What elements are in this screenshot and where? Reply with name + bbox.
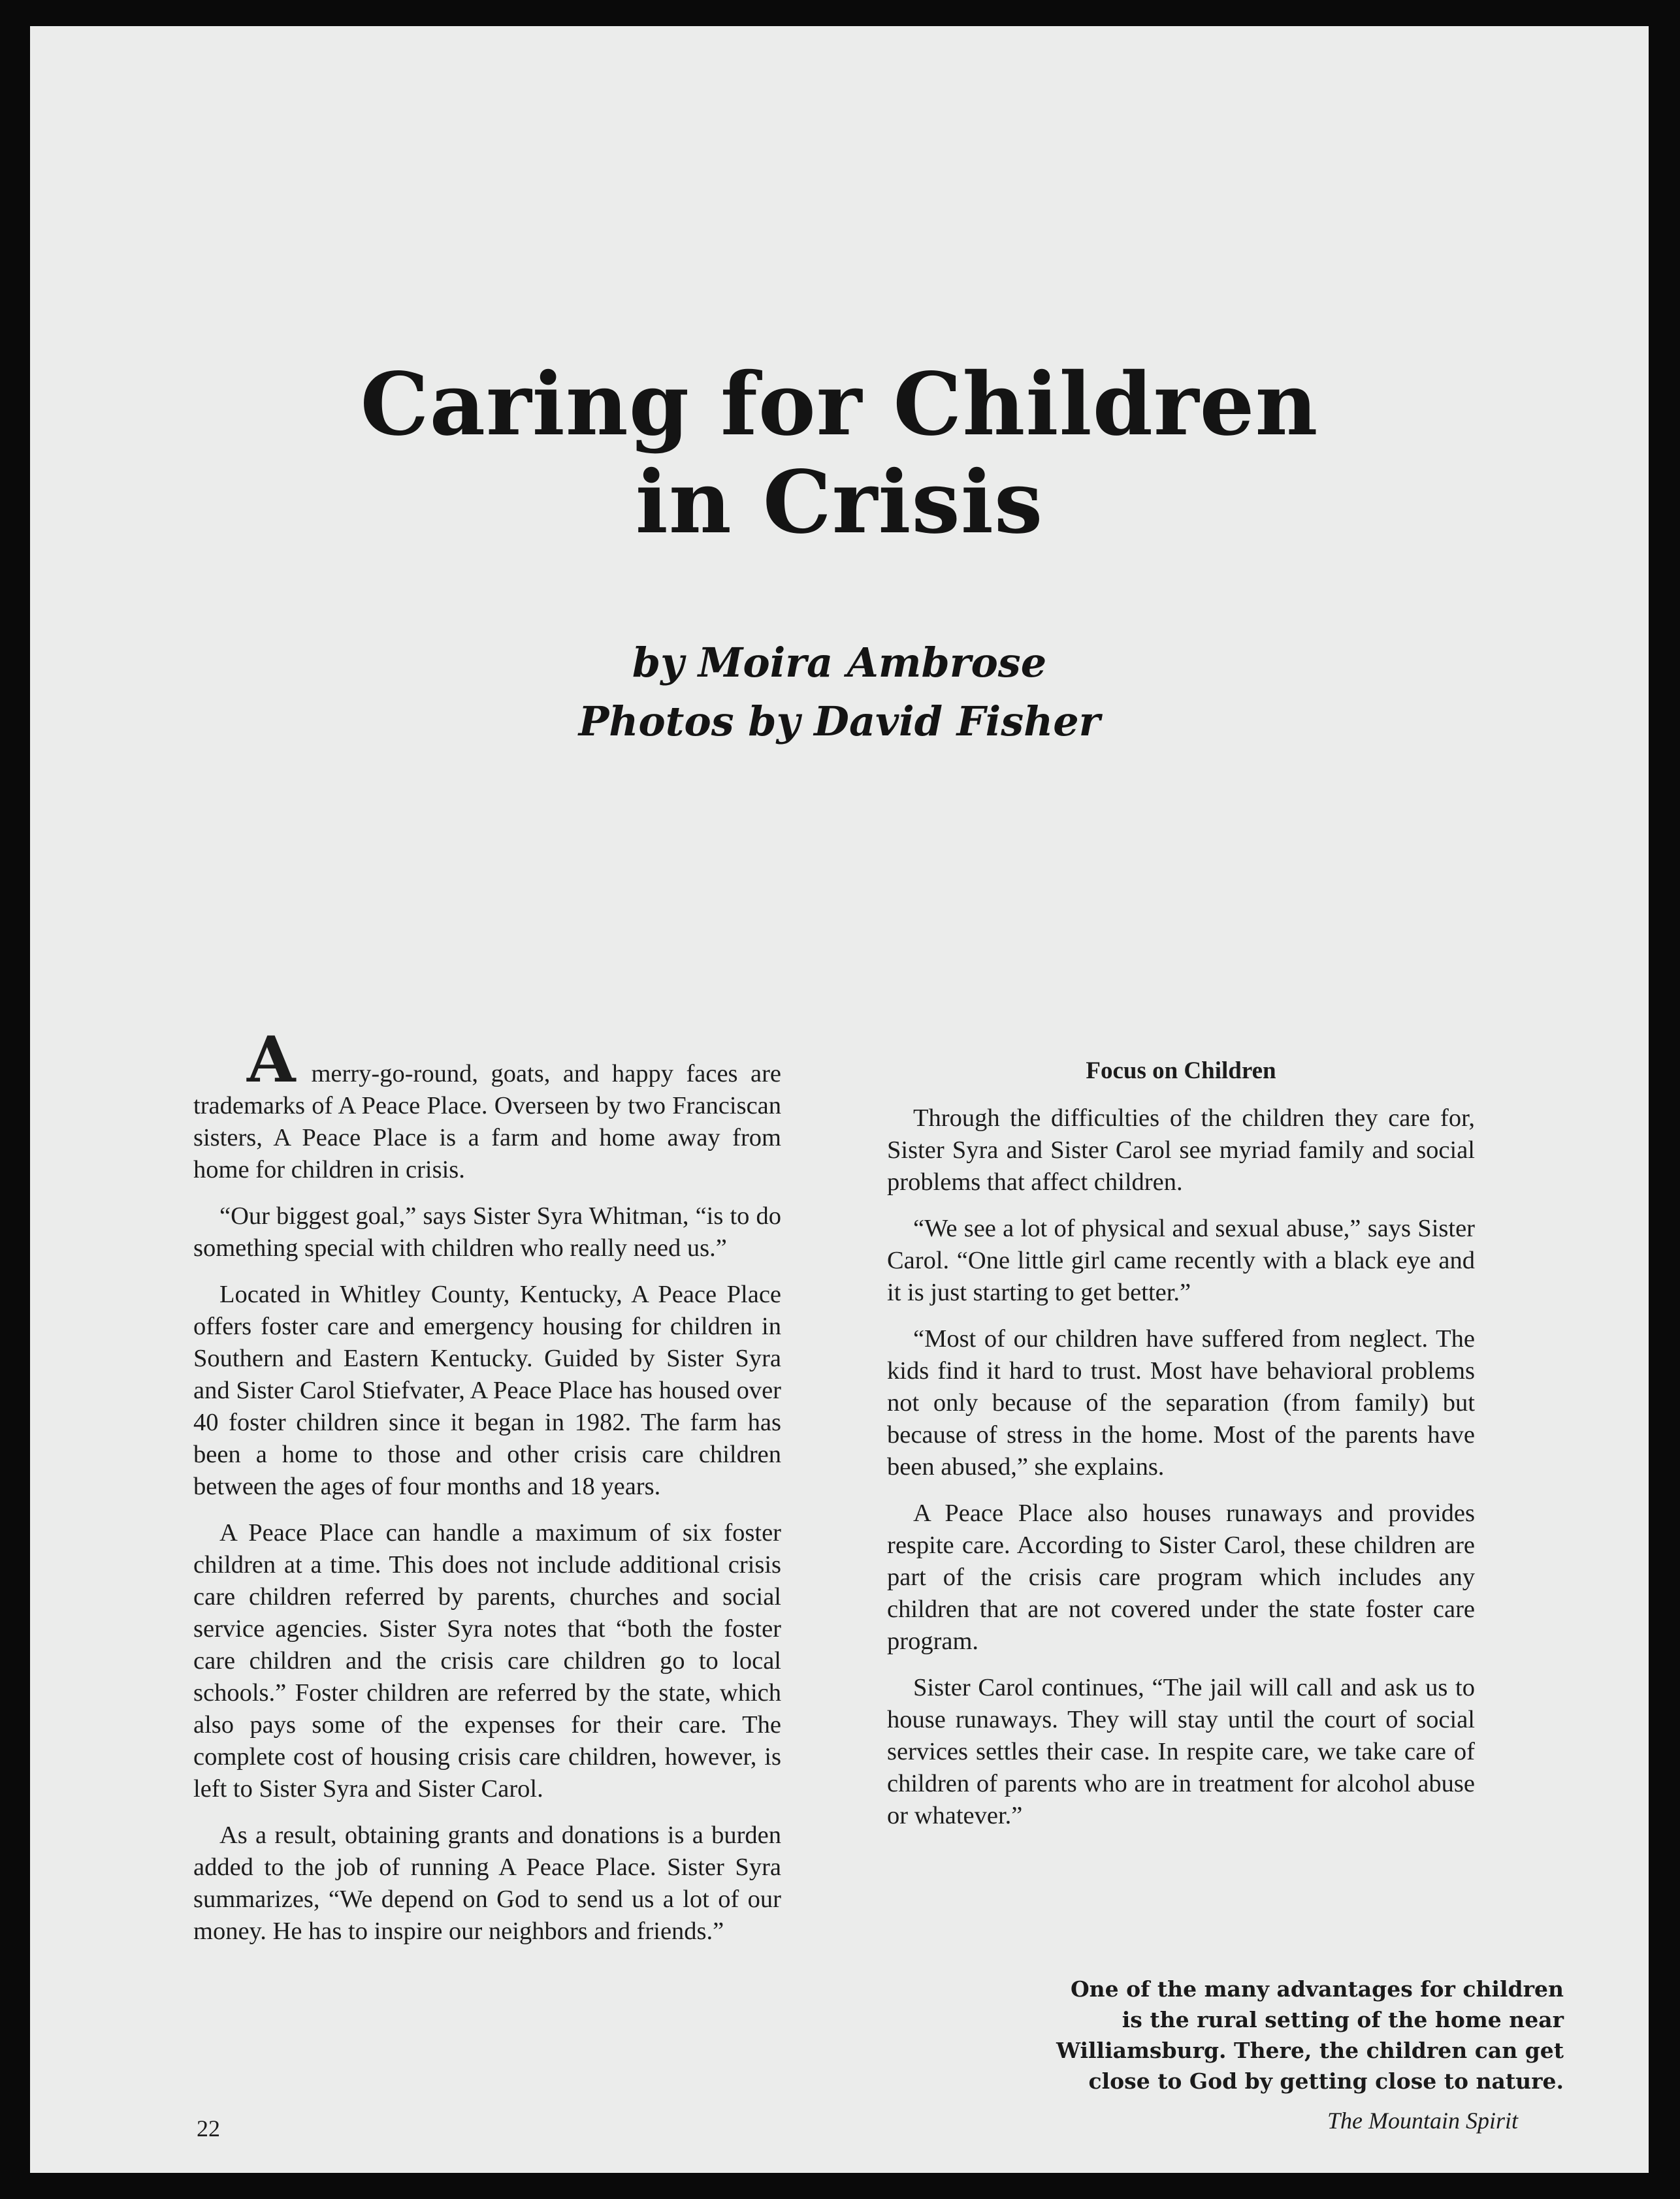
paragraph: Through the difficulties of the children they care for, Sister Syra and Sister Carol see myriad family and social problems that affect children. (887, 1104, 1475, 1196)
caption-line: Williamsburg. There, the children can get (1056, 2038, 1564, 2063)
right-column (887, 1055, 1475, 1846)
title-line-1: Caring for Children (360, 354, 1319, 455)
caption-line: One of the many advantages for children (1070, 1976, 1564, 2002)
paragraph: A Peace Place can handle a maximum of six foster children at a time. This does not include additional crisis care children referred by parents, churches and social service agencies. Sister Syra notes that “both the foster care children and the crisis care children go to local schools.” Foster children are referred by the state, which also pays some of the expenses for their care. The complete cost of housing crisis care children, however, is left to Sister Syra and Sister Carol. (193, 1519, 781, 1803)
paragraph: A Peace Place also houses runaways and provides respite care. According to Sister Carol, these children are part of the crisis care program which includes any children that are not covered under the state foster care program. (887, 1500, 1475, 1655)
title-line-2: in Crisis (635, 452, 1044, 553)
photo-caption (976, 1974, 1564, 2096)
page-number: 22 (197, 2115, 220, 2142)
paragraph: “Our biggest goal,” says Sister Syra Whitman, “is to do something special with children who really need us.” (193, 1202, 781, 1262)
caption-line: is the rural setting of the home near (1122, 2007, 1564, 2032)
drop-cap: A (247, 1023, 296, 1097)
paragraph: Located in Whitley County, Kentucky, A Peace Place offers foster care and emergency housing for children in Southern and Eastern Kentucky. Guided by Sister Syra and Sister Carol Stiefvater, A Peace Place has housed over 40 foster children since it began in 1982. The farm has been a home to those and other crisis care children between the ages of four months and 18 years. (193, 1281, 781, 1500)
magazine-name: The Mountain Spirit (1327, 2108, 1518, 2134)
paragraph: As a result, obtaining grants and donations is a burden added to the job of running A Peace Place. Sister Syra summarizes, “We depend on God to send us a lot of our money. He has to inspire our neighbors and friends.” (193, 1822, 781, 1945)
article-title (30, 356, 1649, 552)
paragraph (193, 1023, 781, 1186)
paragraph-text: merry-go-round, goats, and happy faces are trademarks of A Peace Place. Overseen by two Franciscan sisters, A Peace Place is a farm and home away from home for children in crisis. (193, 1060, 781, 1183)
paragraph: “We see a lot of physical and sexual abuse,” says Sister Carol. “One little girl came recently with a black eye and it is just starting to get better.” (887, 1215, 1475, 1306)
paragraph: “Most of our children have suffered from neglect. The kids find it hard to trust. Most have behavioral problems not only because of the separation (from family) but because of stress in the home. Most of the parents have been abused,” she explains. (887, 1325, 1475, 1481)
magazine-page (30, 26, 1649, 2173)
paragraph: Sister Carol continues, “The jail will call and ask us to house runaways. They will stay until the court of social services settles their case. In respite care, we take care of children of parents who are in treatment for alcohol abuse or whatever.” (887, 1674, 1475, 1829)
photo-credit: Photos by David Fisher (578, 698, 1101, 745)
byline (30, 634, 1649, 751)
author-credit: by Moira Ambrose (632, 639, 1047, 686)
section-heading: Focus on Children (1086, 1057, 1276, 1084)
caption-line: close to God by getting close to nature. (1088, 2068, 1564, 2094)
left-column (193, 1023, 781, 1962)
